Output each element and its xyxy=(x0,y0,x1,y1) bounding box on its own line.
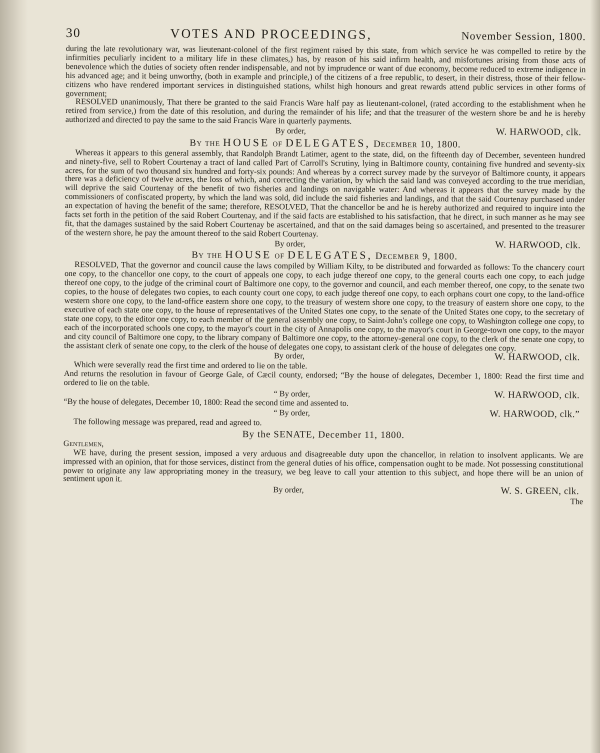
by-order-text: “ By order, xyxy=(273,389,311,399)
page-number: 30 xyxy=(65,24,81,41)
by-order-text: By order, xyxy=(275,126,306,136)
clerk-signature: W. S. GREEN, clk. xyxy=(500,486,580,498)
by-order-text: By order, xyxy=(273,485,304,495)
running-head-session: November Session, 1800. xyxy=(461,30,586,44)
running-head xyxy=(66,24,586,46)
heading-of: of xyxy=(272,138,283,150)
paragraph-second-reading: “By the house of delegates, December 10, 1800: Read the second time and assented to. xyxy=(63,397,349,409)
catchword: The xyxy=(570,496,584,507)
clerk-signature: W. HARWOOD, clk. xyxy=(494,390,580,401)
heading-house: HOUSE xyxy=(223,136,270,149)
paragraph-courtenay: Whereas it appears to this general assembly, that Randolph Brandt Latimer, agent to the state, did, on the fifteenth day of December, seventeen hundred and ninety-five, sell to Robert Courtenay a tract of land called Part of Carroll's Scrutiny, lying in Baltimore county, containing five hundred and seventy-six acres, for the sum of two thousand six hundred and forty-six pounds: And whereas by a correct survey made by the surveyor of Baltimore county, it appears there was a deficiency of twelve acres, the loss of which, and correcting the variation, by which the said land was conveyed according to the true meridian, will deprive the said Courtenay of the benefit of two fisheries and landings on navigable water: And whereas it appears that the survey made by the commissioners of confiscated property, by which the land was sold, did include the said fisheries and landings, and that the said Courtenay purchased under an expectation of having the benefit of the same; therefore, RESOLVED, That the chancellor be and he is hereby authorized and required to inquire into the facts set forth in the petition of the said Robert Courtenay, and if the said facts are established to his satisfaction, that he direct, in such manner as he may see fit, that the damages sustained by the said Robert Courtenay be ascertained, and that on the said damages being so ascertained, and presented to the treasurer of the western shore, he pay the amount thereof to the said Robert Courtenay. xyxy=(64,147,586,239)
running-head-title: VOTES AND PROCEEDINGS, xyxy=(170,25,373,42)
page-content xyxy=(63,24,586,507)
paragraph-read-first-time: Which were severally read the first time and ordered to lie on the table. xyxy=(73,360,308,371)
paragraph-kilty-laws: RESOLVED, That the governor and council cause the laws compiled by William Kilty, to be distributed and forwarded as follows: To the chancery court one copy, to the chancellor one copy, to the court of appeals one copy, to each judge thereof one copy, to the general courts each one copy, to each judge thereof one copy, to the judge of the criminal court of Baltimore one copy, to the governor and council, and each member thereof, one copy, to the senate two copies, to the house of delegates two copies, to each county court one copy, to each judge thereof one copy, to each orphans court one copy, to the land-office western shore one copy, to the land-office eastern shore one copy, to the treasury of western shore one copy, to the treasury of eastern shore one copy, to the executive of each state one copy, to the house of representatives of the United States one copy, to the senate of the United States one copy, to the secretary of state one copy, to the editor one copy, to each member of the general assembly one copy, to Saint-John's college one copy, to Washington college one copy, to each of the incorporated schools one copy, to the mayor's court in the city of Annapolis one copy, to the mayor's court in George-town one copy, to the mayor and city council of Baltimore one copy, to the library company of Baltimore one copy, to the attorney-general one copy, to the clerk of the senate one copy, to the assistant clerk of senate one copy, to the clerk of the house of delegates one copy, to assistant clerk of the house of delegates one copy. xyxy=(64,260,585,353)
clerk-signature: W. HARWOOD, clk. xyxy=(495,127,582,139)
paragraph-message-prepared: The following message was prepared, read and agreed to. xyxy=(73,416,262,428)
heading-house: HOUSE xyxy=(224,249,272,262)
by-order-text: By order, xyxy=(273,351,305,361)
salutation: Gentlemen, xyxy=(63,438,104,449)
heading-prefix: By the xyxy=(191,250,223,262)
paragraph-ware-preamble: during the late revolutionary war, was lieutenant-colonel of the first regiment raised by this state, from which service he was compelled to retire by the infirmities peculiarly incident to a military life in these climates,) has, by reason of his said infirm health, and misfortunes arising from those acts of benevolence which the duties of society often render indispensable, and not by imprudence or want of due economy, become reduced to extreme indigence in his advanced age; and it being unworthy, (both in example and principle,) of the citizens of a free republic, to desert, in their distress, those of their fellow-citizens who have rendered important services in distinguished stations, whilst high honours and great rewards attend public services in other forms of government; xyxy=(65,43,586,98)
paragraph-gale-resolution: And returns the resolution in favour of George Gale, of Cæcil county, endorsed; “By the house of delegates, December 1, 1800: Read the first time and ordered to lie on the table. xyxy=(63,368,584,388)
section-heading-senate: By the SENATE, December 11, 1800. xyxy=(242,428,405,441)
by-order-text: “ By order, xyxy=(273,408,310,418)
paragraph-ware-resolution: RESOLVED unanimously, That there be granted to the said Francis Ware half pay as lieutenant-colonel, (rated according to the establishment when he retired from service,) from the date of this resolution, and during the remainder of his life; and that the treasurer of the western shore be and he is hereby authorized and directed to pay the same to the said Francis Ware in quarterly payments. xyxy=(65,97,586,126)
paragraph-chancellor-message: WE have, during the present session, imposed a very arduous and disagreeable duty upon the chancellor, in relation to insolvent applicants. We are impressed with an opinion, that for those services, distinct from the general duties of his office, compensation ought to be made. Not possessing constitutional power to originate any law appropriating money in the treasury, we beg leave to call your attention to this subject, and hope there will be an union of sentiment upon it. xyxy=(63,447,584,484)
heading-prefix: By the xyxy=(189,137,221,149)
by-order-text: By order, xyxy=(274,239,306,249)
heading-date: December 10, 1800. xyxy=(373,138,461,151)
heading-date: December 9, 1800. xyxy=(375,251,458,263)
heading-body: DELEGATES, xyxy=(285,137,371,150)
clerk-signature: W. HARWOOD, clk.” xyxy=(489,409,580,421)
clerk-signature: W. HARWOOD, clk. xyxy=(494,353,580,364)
heading-of: of xyxy=(274,250,285,262)
clerk-signature: W. HARWOOD, clk. xyxy=(495,240,581,251)
heading-body: DELEGATES, xyxy=(287,249,373,263)
